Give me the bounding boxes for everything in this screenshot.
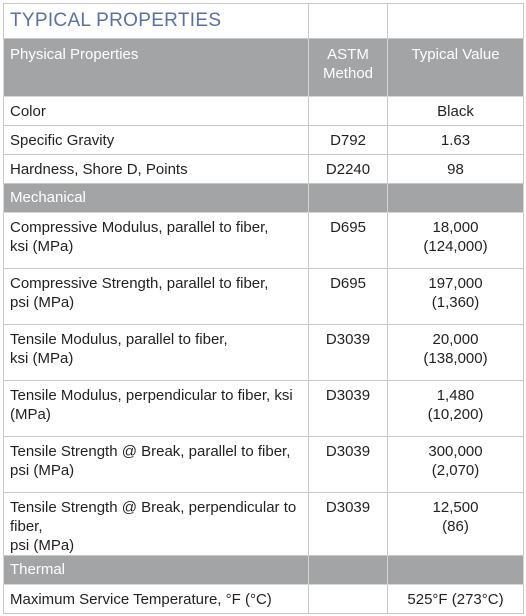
table-row bbox=[4, 325, 524, 381]
section-label: Mechanical bbox=[4, 184, 309, 213]
section-blank-cell bbox=[388, 184, 524, 213]
property-cell: Tensile Strength @ Break, perpendicular to fiber, psi (MPa) bbox=[4, 493, 309, 556]
value-cell: 300,000 (2,070) bbox=[388, 437, 524, 493]
table-row bbox=[4, 381, 524, 437]
property-cell: Tensile Modulus, perpendicular to fiber, ksi (MPa) bbox=[4, 381, 309, 437]
table-row bbox=[4, 213, 524, 269]
value-cell: 197,000 (1,360) bbox=[388, 269, 524, 325]
method-cell: D792 bbox=[309, 126, 388, 155]
header-row bbox=[4, 39, 524, 97]
table-row bbox=[4, 493, 524, 556]
table-row bbox=[4, 97, 524, 126]
method-cell: D695 bbox=[309, 213, 388, 269]
property-cell: Maximum Service Temperature, °F (°C) bbox=[4, 585, 309, 614]
title-row bbox=[4, 4, 524, 39]
title-blank-cell bbox=[388, 4, 524, 39]
value-cell: 12,500 (86) bbox=[388, 493, 524, 556]
typical-properties-table bbox=[3, 3, 524, 614]
method-cell bbox=[309, 585, 388, 614]
table-row bbox=[4, 437, 524, 493]
method-cell: D3039 bbox=[309, 437, 388, 493]
value-cell: 1,480 (10,200) bbox=[388, 381, 524, 437]
header-astm-method bbox=[309, 39, 388, 97]
property-cell: Color bbox=[4, 97, 309, 126]
property-cell: Tensile Modulus, parallel to fiber, ksi (MPa) bbox=[4, 325, 309, 381]
section-blank-cell bbox=[309, 184, 388, 213]
header-astm-method-label: ASTM Method bbox=[322, 46, 374, 82]
property-cell: Tensile Strength @ Break, parallel to fiber, psi (MPa) bbox=[4, 437, 309, 493]
value-cell: 18,000 (124,000) bbox=[388, 213, 524, 269]
method-cell bbox=[309, 97, 388, 126]
property-cell: Compressive Strength, parallel to fiber, psi (MPa) bbox=[4, 269, 309, 325]
method-cell: D3039 bbox=[309, 493, 388, 556]
property-cell: Hardness, Shore D, Points bbox=[4, 155, 309, 184]
section-label: Thermal bbox=[4, 556, 309, 585]
value-cell: Black bbox=[388, 97, 524, 126]
property-cell: Compressive Modulus, parallel to fiber, ksi (MPa) bbox=[4, 213, 309, 269]
method-cell: D2240 bbox=[309, 155, 388, 184]
value-cell: 98 bbox=[388, 155, 524, 184]
value-cell: 525°F (273°C) bbox=[388, 585, 524, 614]
header-physical-properties: Physical Properties bbox=[4, 39, 309, 97]
header-typical-value: Typical Value bbox=[388, 39, 524, 97]
table-row bbox=[4, 585, 524, 614]
table-row bbox=[4, 126, 524, 155]
table-body bbox=[4, 4, 524, 614]
method-cell: D3039 bbox=[309, 381, 388, 437]
method-cell: D695 bbox=[309, 269, 388, 325]
section-blank-cell bbox=[309, 556, 388, 585]
title-blank-cell bbox=[309, 4, 388, 39]
value-cell: 1.63 bbox=[388, 126, 524, 155]
table-row bbox=[4, 155, 524, 184]
property-cell: Specific Gravity bbox=[4, 126, 309, 155]
table-title: TYPICAL PROPERTIES bbox=[4, 4, 309, 39]
method-cell: D3039 bbox=[309, 325, 388, 381]
section-blank-cell bbox=[388, 556, 524, 585]
section-thermal bbox=[4, 556, 524, 585]
table-row bbox=[4, 269, 524, 325]
section-mechanical bbox=[4, 184, 524, 213]
value-cell: 20,000 (138,000) bbox=[388, 325, 524, 381]
